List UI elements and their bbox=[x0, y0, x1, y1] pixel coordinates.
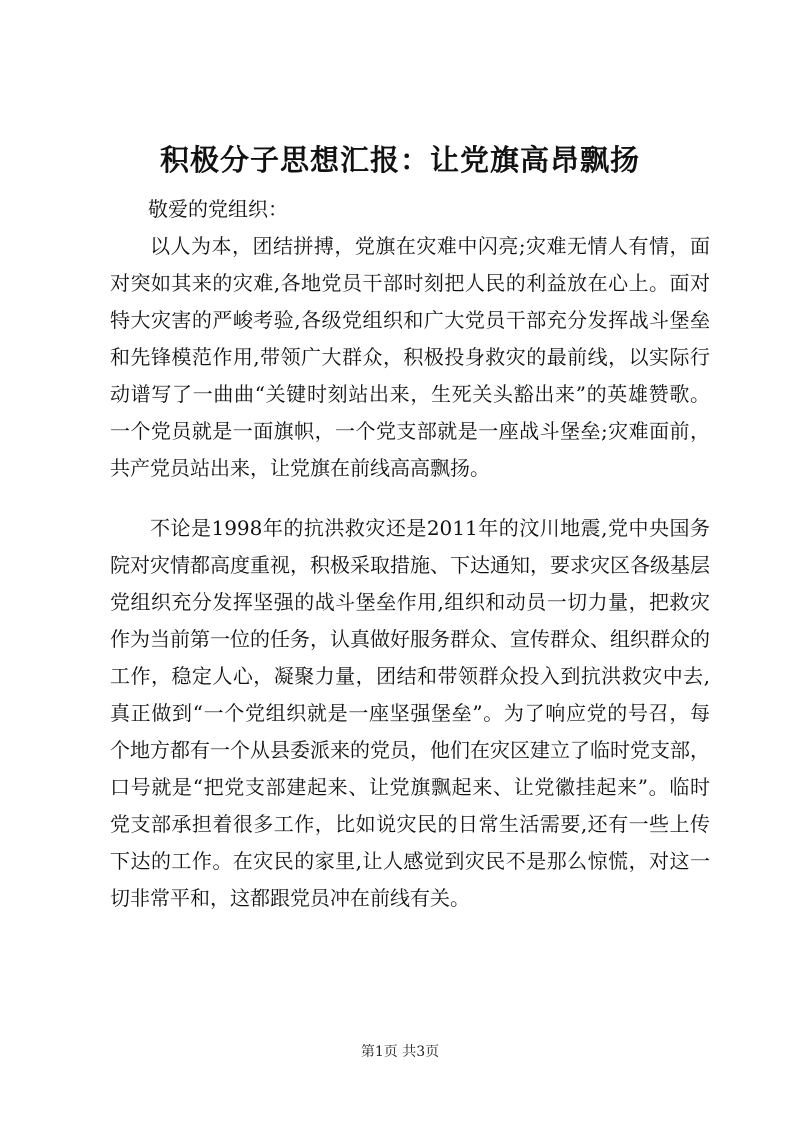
body-paragraph: 以人为本，团结拼搏，党旗在灾难中闪亮;灾难无情人有情，面对突如其来的灾难,各地党员干部时刻把人民的利益放在心上。面对特大灾害的严峻考验,各级党组织和广大党员干部充分发挥战斗堡垒和先锋模范作用,带领广大群众，积极投身救灾的最前线，以实际行动谱写了一曲曲“关键时刻站出来，生死关头豁出来”的英雄赞歌。一个党员就是一面旗帜，一个党支部就是一座战斗堡垒;灾难面前，共产党员站出来，让党旗在前线高高飘扬。 bbox=[110, 234, 710, 480]
body-paragraph: 不论是1998年的抗洪救灾还是2011年的汶川地震,党中央国务院对灾情都高度重视，积极采取措施、下达通知，要求灾区各级基层党组织充分发挥坚强的战斗堡垒作用,组织和动员一切力量，把救灾作为当前第一位的任务，认真做好服务群众、宣传群众、组织群众的工作，稳定人心，凝聚力量，团结和带领群众投入到抗洪救灾中去,真正做到“一个党组织就是一座坚强堡垒”。为了响应党的号召，每个地方都有一个从县委派来的党员，他们在灾区建立了临时党支部，口号就是“把党支部建起来、让党旗飘起来、让党徽挂起来”。临时党支部承担着很多工作，比如说灾民的日常生活需要,还有一些上传下达的工作。在灾民的家里,让人感觉到灾民不是那么惊慌，对这一切非常平和，这都跟党员冲在前线有关。 bbox=[110, 516, 710, 910]
page-number: 第1页 共3页 bbox=[360, 1044, 440, 1060]
salutation: 敬爱的党组织： bbox=[148, 197, 288, 221]
page-title: 积极分子思想汇报：让党旗高昂飘扬 bbox=[159, 143, 640, 177]
